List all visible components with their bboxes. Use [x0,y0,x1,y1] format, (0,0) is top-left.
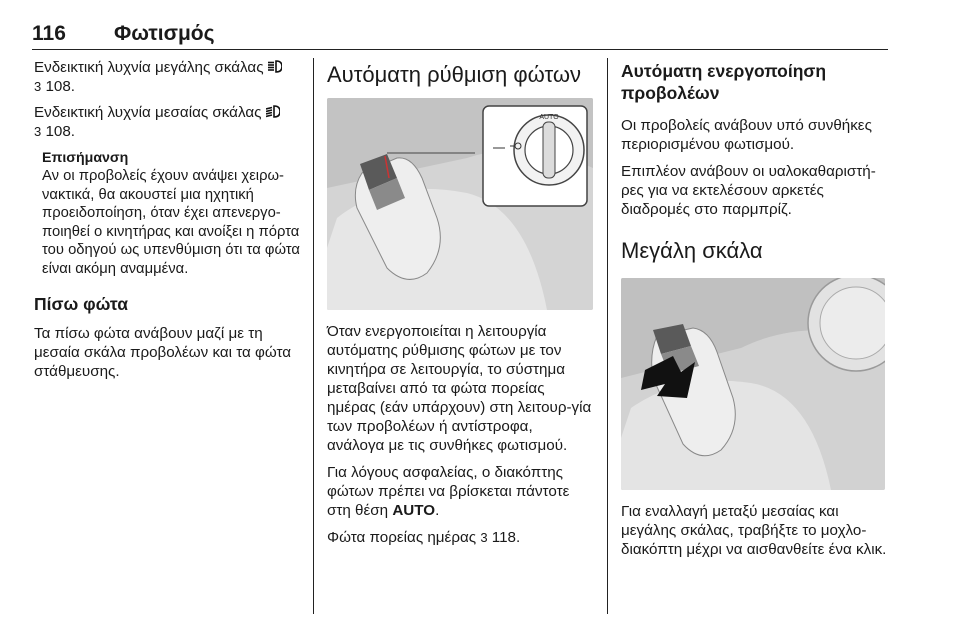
auto-mark: AUTO [539,114,559,121]
high-beam-icon [268,60,282,73]
high-beam-para: Για εναλλαγή μεταξύ μεσαίας και μεγάλης σκάλας, τραβήξτε το μοχλο-διακόπτη μέχρι να αισθανθείτε ένα κλικ. [621,503,887,558]
column-divider-2 [607,58,608,614]
page-number: 116 [32,22,66,45]
daytime-lights-ref: Φώτα πορείας ημέρας 3 118. [327,529,521,546]
auto-light-para-2: Για λόγους ασφαλείας, ο διακόπτης φώτων πρέπει να βρίσκεται πάντοτε στη θέση AUTO. [327,464,570,519]
column-left [34,58,302,381]
auto-light-para-1: Όταν ενεργοποιείται η λειτουργία αυτόματης ρύθμισης φώτων με τον κινητήρα σε λειτουργία, το σύστημα μεταβαίνει από τα φώτα πορείας ημέρας (εάν υπάρχουν) στη λειτουρ-γία των προβολέων ή αντίστροφα, ανάλογα με τις συνθήκες φωτισμού. [327,323,592,454]
auto-headlight-para-2: Επιπλέον ανάβουν οι υαλοκαθαριστή-ρες για να εκτελέσουν αρκετές διαδρομές στο παρμπρίζ. [621,163,876,218]
column-middle [327,58,593,547]
stalk-illustration [621,278,885,490]
note-box [34,149,302,279]
light-switch-figure [327,98,593,310]
page-header [32,22,888,52]
page-ref-link[interactable]: 118. [491,529,521,546]
high-beam-indicator-text: Ενδεικτική λυχνία μεγάλης σκάλας 3 108. [34,58,302,96]
low-beam-icon [266,105,280,118]
auto-headlight-para-1: Οι προβολείς ανάβουν υπό συνθήκες περιορισμένου φωτισμού. [621,117,872,153]
note-title: Επισήμανση [42,150,129,166]
page-ref-arrow-icon: 3 [34,124,42,139]
auto-headlight-heading: Αυτόματη ενεργοποίηση προβολέων [621,61,827,103]
page-title: Φωτισμός [114,22,215,45]
page-ref-arrow-icon: 3 [480,530,488,545]
page-ref-arrow-icon: 3 [34,79,42,94]
low-beam-indicator-text: Ενδεικτική λυχνία μεσαίας σκάλας 3 108. [34,103,302,141]
auto-position-label: AUTO [392,502,436,519]
rear-lights-text: Τα πίσω φώτα ανάβουν μαζί με τη μεσαία σκάλα προβολέων και τα φώτα στάθμευσης. [34,324,292,380]
rear-lights-heading: Πίσω φώτα [34,293,129,314]
high-beam-figure [621,278,885,490]
page-ref-link[interactable]: 108. [45,123,76,140]
page-ref-link[interactable]: 108. [45,78,76,95]
light-switch-illustration [327,98,593,310]
column-right [621,58,887,559]
header-divider [32,49,888,50]
auto-light-heading: Αυτόματη ρύθμιση φώτων [327,62,582,87]
column-divider-1 [313,58,314,614]
note-text: Αν οι προβολείς έχουν ανάψει χειρω-νακτικά, θα ακουστεί μια ηχητική προειδοποίηση, όταν έχει απενεργο-ποιηθεί ο κινητήρας και ανοίξει η πόρτα του οδηγού ως υπενθύμιση ότι τα φώτα είναι ακόμη αναμμένα. [42,168,300,277]
high-beam-heading: Μεγάλη σκάλα [621,238,763,263]
